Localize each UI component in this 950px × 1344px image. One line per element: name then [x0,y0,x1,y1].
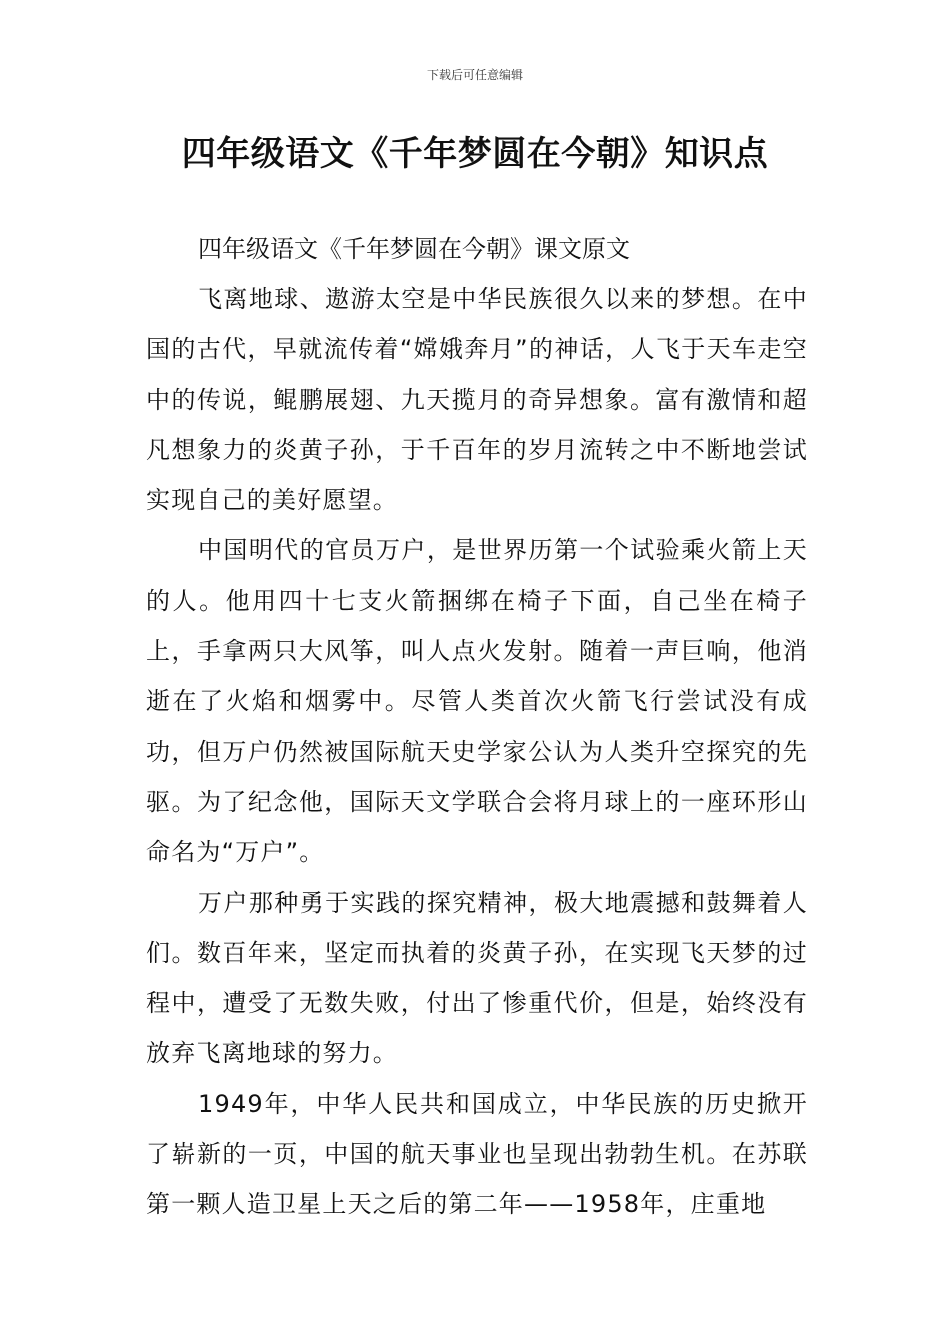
section-subheading: 四年级语文《千年梦圆在今朝》课文原文 [198,235,630,263]
paragraph: 中国明代的官员万户，是世界历第一个试验乘火箭上天的人。他用四十七支火箭捆绑在椅子下面，自己坐在椅子上，手拿两只大风筝，叫人点火发射。随着一声巨响，他消逝在了火焰和烟雾中。尽管人类首次火箭飞行尝试没有成功，但万户仍然被国际航天史学家公认为人类升空探究的先驱。为了纪念他，国际天文学联合会将月球上的一座环形山命名为“万户”。 [146,536,808,867]
header-note: 下载后可任意编辑 [426,68,523,82]
paragraph: 1949年，中华人民共和国成立，中华民族的历史掀开了崭新的一页，中国的航天事业也呈现出勃勃生机。在苏联第一颗人造卫星上天之后的第二年——1958年，庄重地 [146,1089,808,1219]
paragraph: 万户那种勇于实践的探究精神，极大地震撼和鼓舞着人们。数百年来，坚定而执着的炎黄子孙，在实现飞天梦的过程中，遭受了无数失败，付出了惨重代价，但是，始终没有放弃飞离地球的努力。 [146,888,808,1068]
document-title: 四年级语文《千年梦圆在今朝》知识点 [181,134,769,174]
document-body [146,224,808,1230]
paragraph: 飞离地球、遨游太空是中华民族很久以来的梦想。在中国的古代，早就流传着“嫦娥奔月”的神话，人飞于天车走空中的传说，鲲鹏展翅、九天揽月的奇异想象。富有激情和超凡想象力的炎黄子孙，于千百年的岁月流转之中不断地尝试实现自己的美好愿望。 [146,285,808,515]
